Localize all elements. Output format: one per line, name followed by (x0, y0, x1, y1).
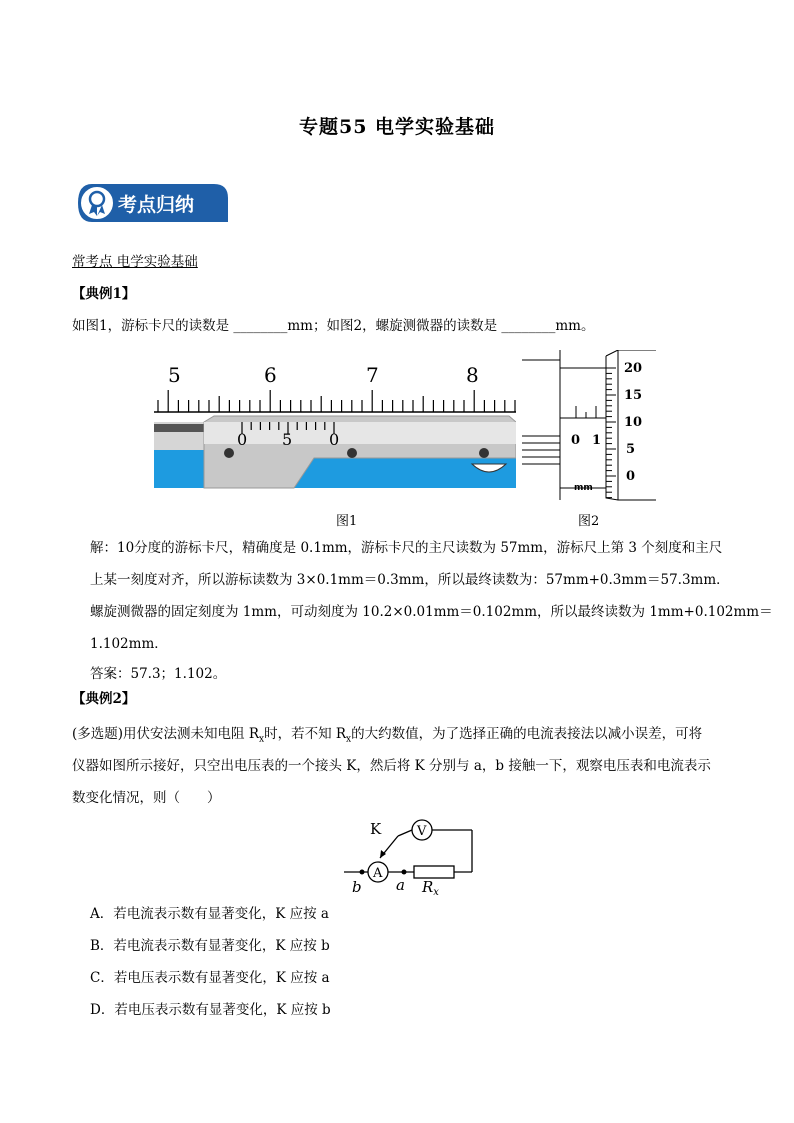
thimble-label-5: 5 (626, 442, 636, 457)
unit-label: mm (574, 483, 593, 493)
page-title: 专题55 电学实验基础 (298, 116, 496, 138)
node-b-label: b (352, 878, 362, 896)
example1-question: 如图1，游标卡尺的读数是 ________mm；如图2，螺旋测微器的读数是 ________mm。 (72, 318, 595, 334)
main-scale-7: 7 (366, 363, 379, 387)
sleeve-label-0: 0 (571, 433, 581, 448)
option-c[interactable]: C．若电压表示数有显著变化，K 应按 a (90, 970, 330, 986)
vernier-caliper-figure (154, 360, 516, 490)
thimble-label-0: 0 (626, 469, 636, 484)
main-scale-8: 8 (466, 363, 479, 387)
option-b[interactable]: B．若电流表示数有显著变化，K 应按 b (90, 938, 330, 954)
screw-icon (479, 448, 489, 458)
example1-label: 【典例1】 (72, 286, 136, 302)
solution-line-3: 螺旋测微器的固定刻度为 1mm，可动刻度为 10.2×0.01mm＝0.102mm，所以最终读数为 1mm+0.102mm＝ (90, 604, 773, 620)
solution-line-1: 解：10分度的游标卡尺，精确度是 0.1mm，游标卡尺的主尺读数为 57mm，游标尺上第 3 个刻度和主尺 (90, 540, 723, 556)
solution-line-2: 上某一刻度对齐，所以游标读数为 3×0.1mm＝0.3mm，所以最终读数为：57mm+0.3mm＝57.3mm． (90, 572, 730, 588)
voltmeter-symbol: V (417, 824, 427, 839)
vernier-label-10: 0 (329, 430, 340, 449)
vernier-label-5: 5 (282, 430, 293, 449)
sleeve-label-1: 1 (592, 433, 602, 448)
example2-stem-line-1: (多选题)用伏安法测未知电阻 $R_x$时，若不知 $R_x$的大约数值，为了选择正确的电流表接法以减小误差，可将 (72, 726, 703, 745)
option-a[interactable]: A．若电流表示数有显著变化，K 应按 a (90, 906, 329, 922)
section-heading: 常考点 电学实验基础 (72, 254, 198, 270)
micrometer-figure (522, 350, 662, 502)
thimble-label-20: 20 (624, 361, 643, 376)
answer-line: 答案：57.3；1.102。 (90, 666, 227, 682)
switch-k-label: K (370, 820, 382, 838)
banner-label: 考点归纳 (118, 194, 195, 216)
main-scale-6: 6 (264, 363, 277, 387)
solution-line-4: 1.102mm． (90, 636, 168, 652)
screw-icon (224, 448, 234, 458)
circuit-diagram (340, 814, 480, 900)
figure2-caption: 图2 (578, 514, 600, 529)
example2-stem-line-2: 仪器如图所示接好，只空出电压表的一个接头 K，然后将 K 分别与 a，b 接触一下，观察电压表和电流表示 (72, 758, 711, 774)
vernier-label-0: 0 (237, 430, 248, 449)
example2-stem-line-3: 数变化情况，则（ ） (72, 790, 221, 806)
resistor-label: $R_x$ (422, 878, 439, 898)
thimble-label-10: 10 (624, 415, 643, 430)
figure1-caption: 图1 (336, 514, 358, 529)
node-a-label: a (396, 876, 405, 894)
thimble-label-15: 15 (624, 388, 643, 403)
option-d[interactable]: D．若电压表示数有显著变化，K 应按 b (90, 1002, 331, 1018)
main-scale-5: 5 (168, 363, 181, 387)
screw-icon (347, 448, 357, 458)
example2-label: 【典例2】 (72, 691, 136, 707)
ammeter-symbol: A (373, 866, 383, 881)
